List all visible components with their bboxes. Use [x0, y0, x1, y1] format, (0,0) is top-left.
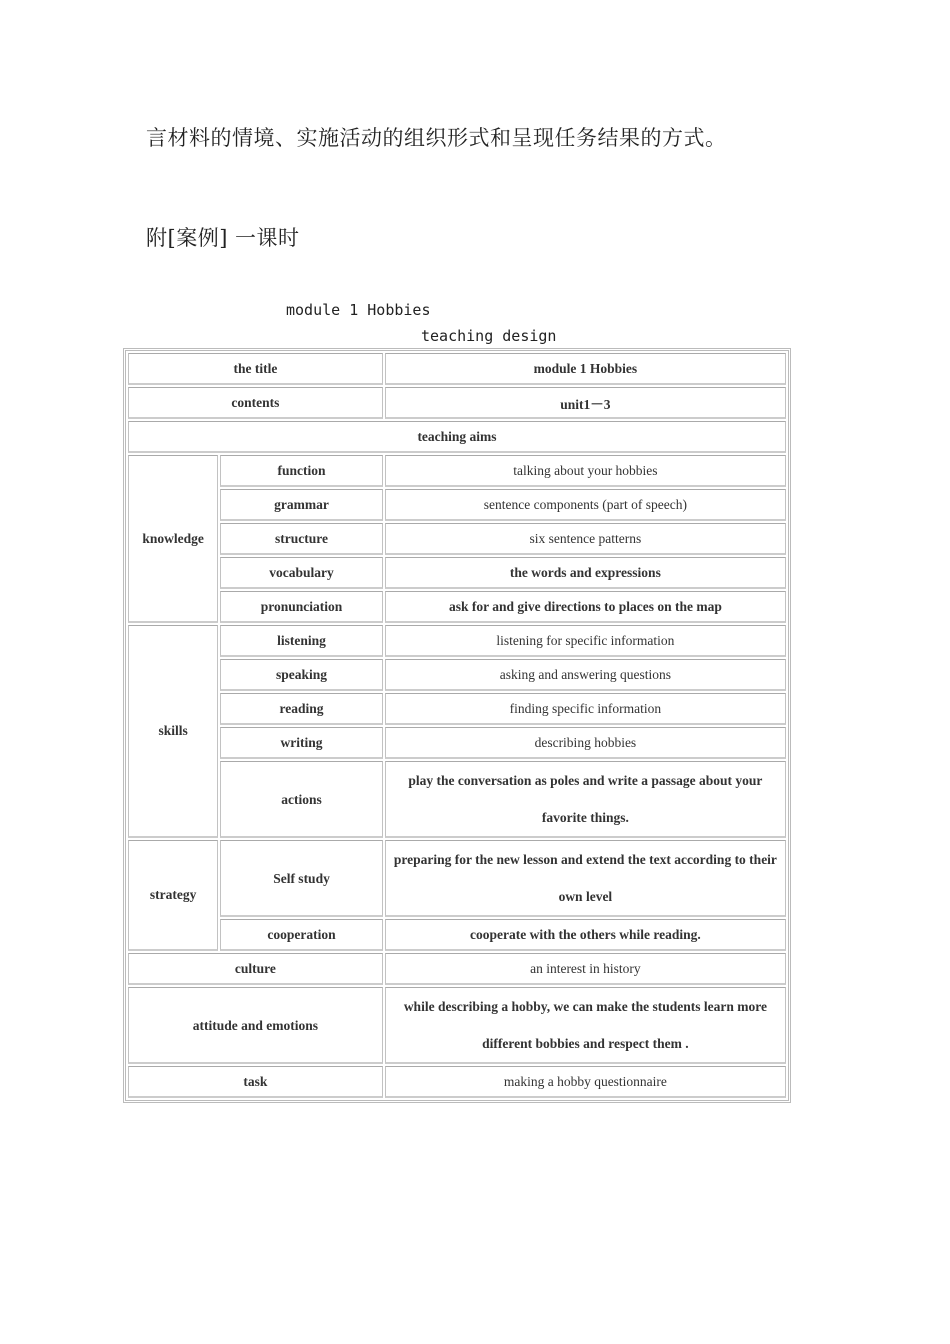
teaching-design-table — [123, 348, 791, 1103]
table-row — [128, 919, 786, 951]
attitude-value-cell: while describing a hobby, we can make the students learn more different bobbies and respect them . — [385, 987, 786, 1064]
table-row — [128, 557, 786, 589]
desc-cell: ask for and give directions to places on the map — [385, 591, 786, 623]
desc-cell: listening for specific information — [385, 625, 786, 657]
table-row — [128, 523, 786, 555]
desc-cell: describing hobbies — [385, 727, 786, 759]
teaching-aims-header: teaching aims — [128, 421, 786, 453]
desc-cell: talking about your hobbies — [385, 455, 786, 487]
table-row — [128, 591, 786, 623]
task-value-cell: making a hobby questionnaire — [385, 1066, 786, 1098]
desc-cell: preparing for the new lesson and extend the text according to their own level — [385, 840, 786, 917]
culture-label-cell: culture — [128, 953, 383, 985]
task-label-cell: task — [128, 1066, 383, 1098]
item-cell: grammar — [220, 489, 383, 521]
item-cell: reading — [220, 693, 383, 725]
design-heading: teaching design — [421, 327, 557, 345]
item-cell: vocabulary — [220, 557, 383, 589]
item-cell: speaking — [220, 659, 383, 691]
desc-cell: asking and answering questions — [385, 659, 786, 691]
item-cell: structure — [220, 523, 383, 555]
table-row — [128, 353, 786, 385]
item-cell: actions — [220, 761, 383, 838]
item-cell: cooperation — [220, 919, 383, 951]
skills-category-cell: skills — [128, 625, 218, 838]
desc-cell: finding specific information — [385, 693, 786, 725]
table-row — [128, 727, 786, 759]
desc-cell: six sentence patterns — [385, 523, 786, 555]
module-heading: module 1 Hobbies — [286, 301, 431, 319]
strategy-category-cell: strategy — [128, 840, 218, 951]
contents-value-cell: unit1－3 — [385, 387, 786, 419]
table-row — [128, 840, 786, 917]
title-value-cell: module 1 Hobbies — [385, 353, 786, 385]
contents-label-cell: contents — [128, 387, 383, 419]
item-cell: writing — [220, 727, 383, 759]
table-row — [128, 489, 786, 521]
desc-cell: cooperate with the others while reading. — [385, 919, 786, 951]
item-cell: pronunciation — [220, 591, 383, 623]
desc-cell: the words and expressions — [385, 557, 786, 589]
table-row — [128, 953, 786, 985]
body-paragraph-2: 附[案例] 一课时 — [146, 226, 300, 250]
attitude-label-cell: attitude and emotions — [128, 987, 383, 1064]
table-row — [128, 421, 786, 453]
desc-cell: play the conversation as poles and write a passage about your favorite things. — [385, 761, 786, 838]
table-row — [128, 387, 786, 419]
table-row — [128, 693, 786, 725]
item-cell: listening — [220, 625, 383, 657]
item-cell: Self study — [220, 840, 383, 917]
table-row — [128, 455, 786, 487]
table-row — [128, 659, 786, 691]
table-row — [128, 1066, 786, 1098]
desc-cell: sentence components (part of speech) — [385, 489, 786, 521]
item-cell: function — [220, 455, 383, 487]
knowledge-category-cell: knowledge — [128, 455, 218, 623]
body-paragraph-1: 言材料的情境、实施活动的组织形式和呈现任务结果的方式。 — [146, 126, 727, 150]
culture-value-cell: an interest in history — [385, 953, 786, 985]
table-row — [128, 761, 786, 838]
title-label-cell: the title — [128, 353, 383, 385]
table-row — [128, 987, 786, 1064]
table-row — [128, 625, 786, 657]
